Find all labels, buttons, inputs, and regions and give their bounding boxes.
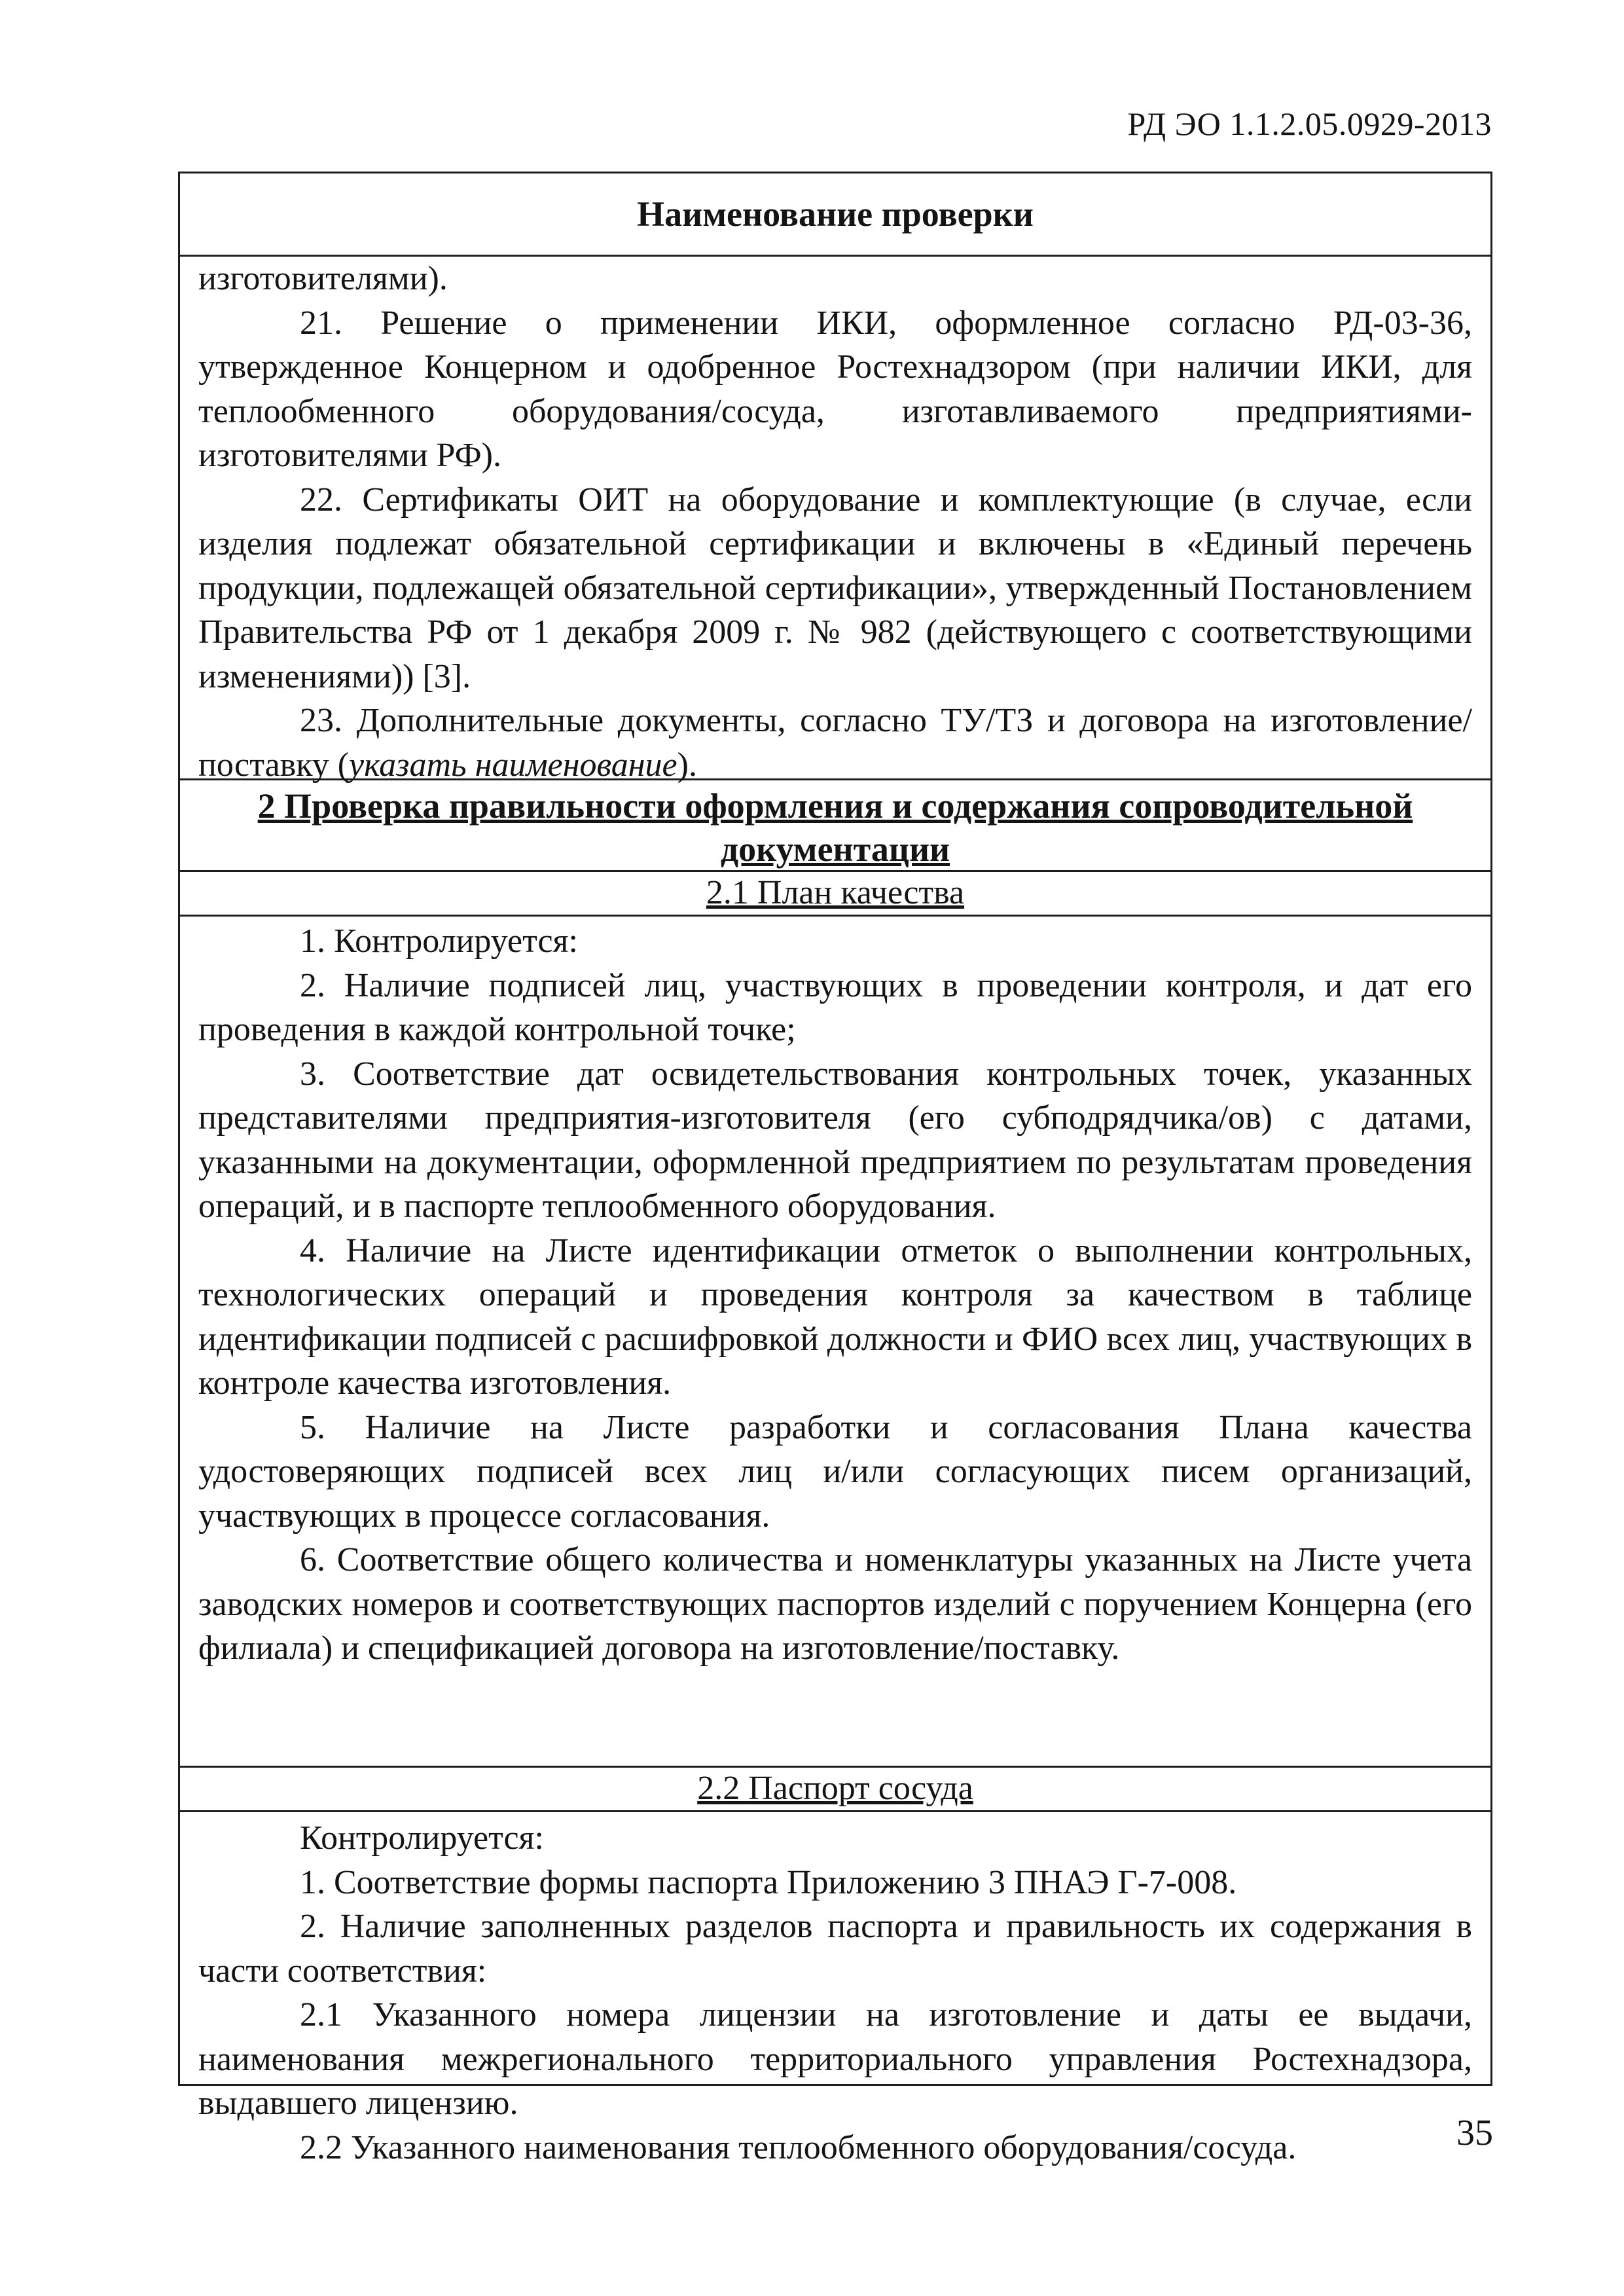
list-item: 4. Наличие на Листе идентификации отметок о выполнении контрольных, технологических операций и проведения контроля за качеством в таблице идентификации подписей с расшифровкой должности и ФИО всех лиц, участвующих в контроле качества изготовления. [198, 1231, 1472, 1402]
list-item: 5. Наличие на Листе разработки и согласования Плана качества удостоверяющих подписей всех лиц и/или согласующих писем организаций, участвующих в процессе согласования. [198, 1408, 1472, 1535]
vessel-passport-block [180, 1812, 1490, 2170]
italic-note: указать наименование [349, 746, 677, 784]
continuation-text: изготовителями). [198, 260, 448, 297]
table-header: Наименование проверки [180, 173, 1490, 257]
document-code: РД ЭО 1.1.2.05.0929-2013 [1127, 105, 1492, 142]
list-item: 2. Наличие заполненных разделов паспорта и правильность их содержания в части соответствия: [198, 1908, 1472, 1990]
list-item: 2. Наличие подписей лиц, участвующих в проведении контроля, и дат его проведения в каждой контрольной точке; [198, 966, 1472, 1048]
list-item: 3. Соответствие дат освидетельствования контрольных точек, указанных представителями предприятия-изготовителя (его субподрядчика/ов) с датами, указанными на документации, оформленной предприятием по результатам проведения операций, и в паспорте теплообменного оборудования. [198, 1055, 1472, 1225]
page-number: 35 [1456, 2113, 1493, 2153]
documents-list-block [180, 257, 1490, 784]
list-item: 2.1 Указанного номера лицензии на изготовление и даты ее выдачи, наименования межрегионального территориального управления Ростехнадзора, выдавшего лицензию. [198, 1996, 1472, 2122]
list-item: Контролируется: [300, 1819, 544, 1857]
list-item-23: 23. Дополнительные документы, согласно ТУ/ТЗ и договора на изготовление/поставку (указать наименование). [198, 702, 1472, 784]
list-item-22: 22. Сертификаты ОИТ на оборудование и комплектующие (в случае, если изделия подлежат обязательной сертификации и включены в «Единый перечень продукции, подлежащей обязательной сертификации», утвержденный Постановлением Правительства РФ от 1 декабря 2009 г. № 982 (действующего с соответствующими изменениями)) [3]. [198, 481, 1472, 695]
list-item: 6. Соответствие общего количества и номенклатуры указанных на Листе учета заводских номеров и соответствующих паспортов изделий с поручением Концерна (его филиала) и спецификацией договора на изготовление/поставку. [198, 1541, 1472, 1667]
subsection-2-1-title: 2.1 План качества [180, 872, 1490, 917]
quality-plan-block [180, 917, 1490, 1768]
section-2-title: 2 Проверка правильности оформления и содержания сопроводительной документации [180, 780, 1490, 872]
list-item: 1. Контролируется: [300, 922, 578, 960]
list-item-21: 21. Решение о применении ИКИ, оформленное согласно РД-03-36, утвержденное Концерном и одобренное Ростехнадзором (при наличии ИКИ, для теплообменного оборудования/сосуда, изготавливаемого предприятиями-изготовителями РФ). [198, 304, 1472, 474]
list-item: 1. Соответствие формы паспорта Приложению 3 ПНАЭ Г-7-008. [300, 1863, 1237, 1901]
subsection-2-2-title: 2.2 Паспорт сосуда [180, 1768, 1490, 1812]
list-item: 2.2 Указанного наименования теплообменного оборудования/сосуда. [300, 2128, 1297, 2166]
